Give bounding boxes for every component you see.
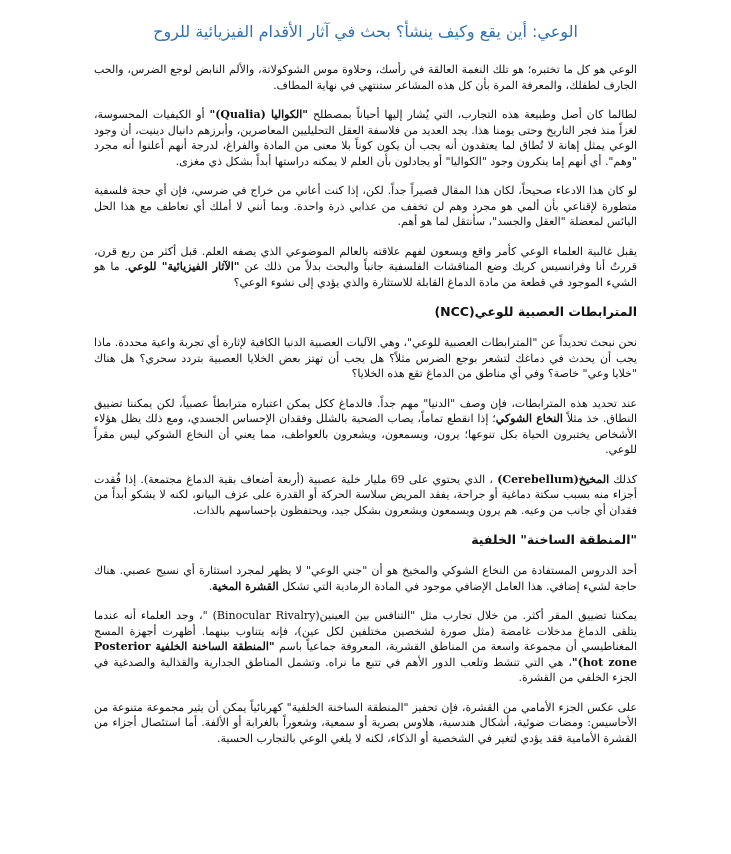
paragraph-rivalry	[94, 608, 637, 686]
text-run: ، الذي يحتوي على 69 مليار خلية عصبية (أربعة أضعاف بقية الدماغ مجتمعة). إذا فُقدت أجزاء منه بسبب سكتة دماغية أو جراحة، يفقد المريض سلاسة الحركة أو القدرة على عزف البيانو، لكنه لا يشكو أبداً من فقدان أي جانب من وعيه. هم يرون ويسمعون ويشعرون بشكل جيد، ويحتفظون بإحساسهم بالذات.	[94, 472, 637, 517]
paragraph-spinal-cord	[94, 396, 637, 458]
text-run: يمكننا تضييق المقر أكثر. من خلال تجارب مثل "التنافس بين العينين(Binocular Rivalry) "، وجد العلماء أنه عندما يتلقى الدماغ مدخلات غامضة (مثل صورة لشخصين مختلفين لكل عين)، فإنه يتناوب بينهما. أظهرت أجهزة المسح المغناطيسي أن مجموعة واسعة من المناطق القشرية، المعروفة جماعياً باسم	[94, 609, 637, 653]
bold-term-footprints: "الآثار الفيزيائية" للوعي	[128, 260, 240, 273]
page-title: الوعي: أين يقع وكيف ينشأ؟ بحث في آثار الأقدام الفيزيائية للروح	[153, 22, 578, 41]
paragraph-claim: لو كان هذا الادعاء صحيحاً، لكان هذا المقال قصيراً جداً. لكن، إذا كنت أعاني من خراج في ضرسي، فإن أي حجة فلسفية متطورة لإقناعي بأن ألمي هو مجرد وهم لن تخفف من عذابي ذرة واحدة. وبما أنني لا أملك أي تعاطف مع هذا الحل اليائس لمعضلة "العقل والجسد"، سأنتقل لما هو أهم.	[94, 184, 637, 228]
text-run: لطالما كان أصل وطبيعة هذه التجارب، التي يُشار إليها أحياناً بمصطلح	[308, 108, 637, 121]
bold-term-spinal-cord: النخاع الشوكي	[495, 412, 563, 425]
paragraph-ncc: نحن نبحث تحديداً عن "المترابطات العصبية للوعي"، وهي الآليات العصبية الدنيا الكافية لإثارة أي تجربة واعية محددة. ماذا يجب أن يحدث في دماغك لتشعر بوجع الضرس مثلاً؟ هل يجب أن تهتز بعض الخلايا العصبية بتردد سحري؟ هل هناك "خلايا وعي" خاصة؟ وفي أي مناطق من الدماغ تقع هذه الخلايا؟	[94, 336, 637, 380]
paragraph-intro: الوعي هو كل ما تختبره؛ هو تلك النغمة العالقة في رأسك، وحلاوة موس الشوكولاتة، والألم النابض لوجع الضرس، والحب الجارف لطفلك، والمعرفة المرة بأن كل هذه المشاعر ستنتهي في نهاية المطاف.	[94, 63, 637, 92]
text-run: ؛ إذا انقطع تماماً، يصاب الضحية بالشلل وفقدان الإحساس الجسدي، ومع ذلك يظل هؤلاء الأشخاص يختبرون الحياة بكل تنوعها؛ يرون، ويسمعون، ويشعرون بالعواطف، مما يعني أن النخاع الشوكي ليس مقراً للوعي.	[94, 412, 637, 456]
section-heading-ncc: المترابطات العصبية للوعي(NCC)	[434, 304, 637, 319]
paragraph-qualia	[94, 107, 637, 169]
bold-term-qualia: "الكواليا (Qualia)"	[209, 108, 309, 121]
text-run: أو الكيفيات المحسوسة، لغزاً منذ فجر التاريخ وحتى يومنا هذا. يجد العديد من فلاسفة العقل التحليليين المعاصرين، وأبرزهم دانيال دينيت، أن وجود الوعي يمثل إهانة لا تُطاق لما يعتقدون أنه يجب أن يكون كوناً بلا معنى من المادة والفراغ، لدرجة أنهم أعلنوا أنه مجرد "وهم". أي أنهم إما ينكرون وجود "الكواليا" أو يجادلون بأن العلم لا يمكنه دراستها أبداً بشكل ذي مغزى.	[94, 108, 637, 168]
text-run: .	[208, 579, 213, 593]
text-run: . ما هو الشيء الموجود في قطعة من مادة الدماغ القابلة للاستثارة والذي يؤدي إلى نشوء الوعي؟	[94, 260, 637, 289]
paragraph-cerebellum	[94, 472, 637, 519]
text-run: عند تحديد هذه المترابطات، فإن وصف "الدنيا" مهم جداً. فالدماغ ككل يمكن اعتباره مترابطاً عصبياً، لكن يمكننا تضييق النطاق. خذ مثلاً	[94, 396, 637, 425]
paragraph-stimulation: على عكس الجزء الأمامي من القشرة، فإن تحفيز "المنطقة الساخنة الخلفية" كهربائياً يمكن أن يثير مجموعة متنوعة من الأحاسيس: ومضات ضوئية، أشكال هندسية، هلاوس بصرية أو سمعية، وشعوراً بالغرابة أو الألفة. أما استئصال أجزاء من القشرة الأمامية فقد يؤدي لتغير في الشخصية أو الذكاء، لكنه لا يلغي الوعي بالتجارب الحسية.	[94, 700, 637, 745]
text-run: يقبل غالبية العلماء الوعي كأمر واقع ويسعون لفهم علاقته بالعالم الموضوعي الذي يصفه العلم. قبل أكثر من ربع قرن، قررتُ أنا وفرانسيس كريك وضع المناقشات الفلسفية جانباً والبحث بدلاً من ذلك عن	[94, 244, 638, 273]
bold-term-hot-zone: "المنطقة الساخنة الخلفية Posterior hot zone)"	[94, 640, 638, 669]
paragraph-cortex	[94, 563, 637, 594]
bold-term-cortex: القشرة المخية	[212, 579, 279, 593]
article-body	[94, 62, 637, 760]
paragraph-footprints	[94, 244, 637, 291]
section-heading-hot-zone: "المنطقة الساخنة" الخلفية	[471, 532, 637, 547]
text-run: ، هي التي تنشط وتلعب الدور الأهم في تتبع ما نراه. وتشمل المناطق الجدارية والقذالية والصدغية في الجزء الخلفي من القشرة.	[94, 655, 637, 684]
text-run: كذلك	[609, 472, 637, 486]
bold-term-cerebellum: المخيخ(Cerebellum)	[497, 472, 610, 486]
text-run: أحد الدروس المستفادة من النخاع الشوكي والمخيخ هو أن "جني الوعي" لا يظهر لمجرد استثارة أي نسيج عصبي. هناك حاجة لشيء إضافي. هذا العامل الإضافي موجود في المادة الرمادية التي تشكل	[94, 564, 637, 593]
